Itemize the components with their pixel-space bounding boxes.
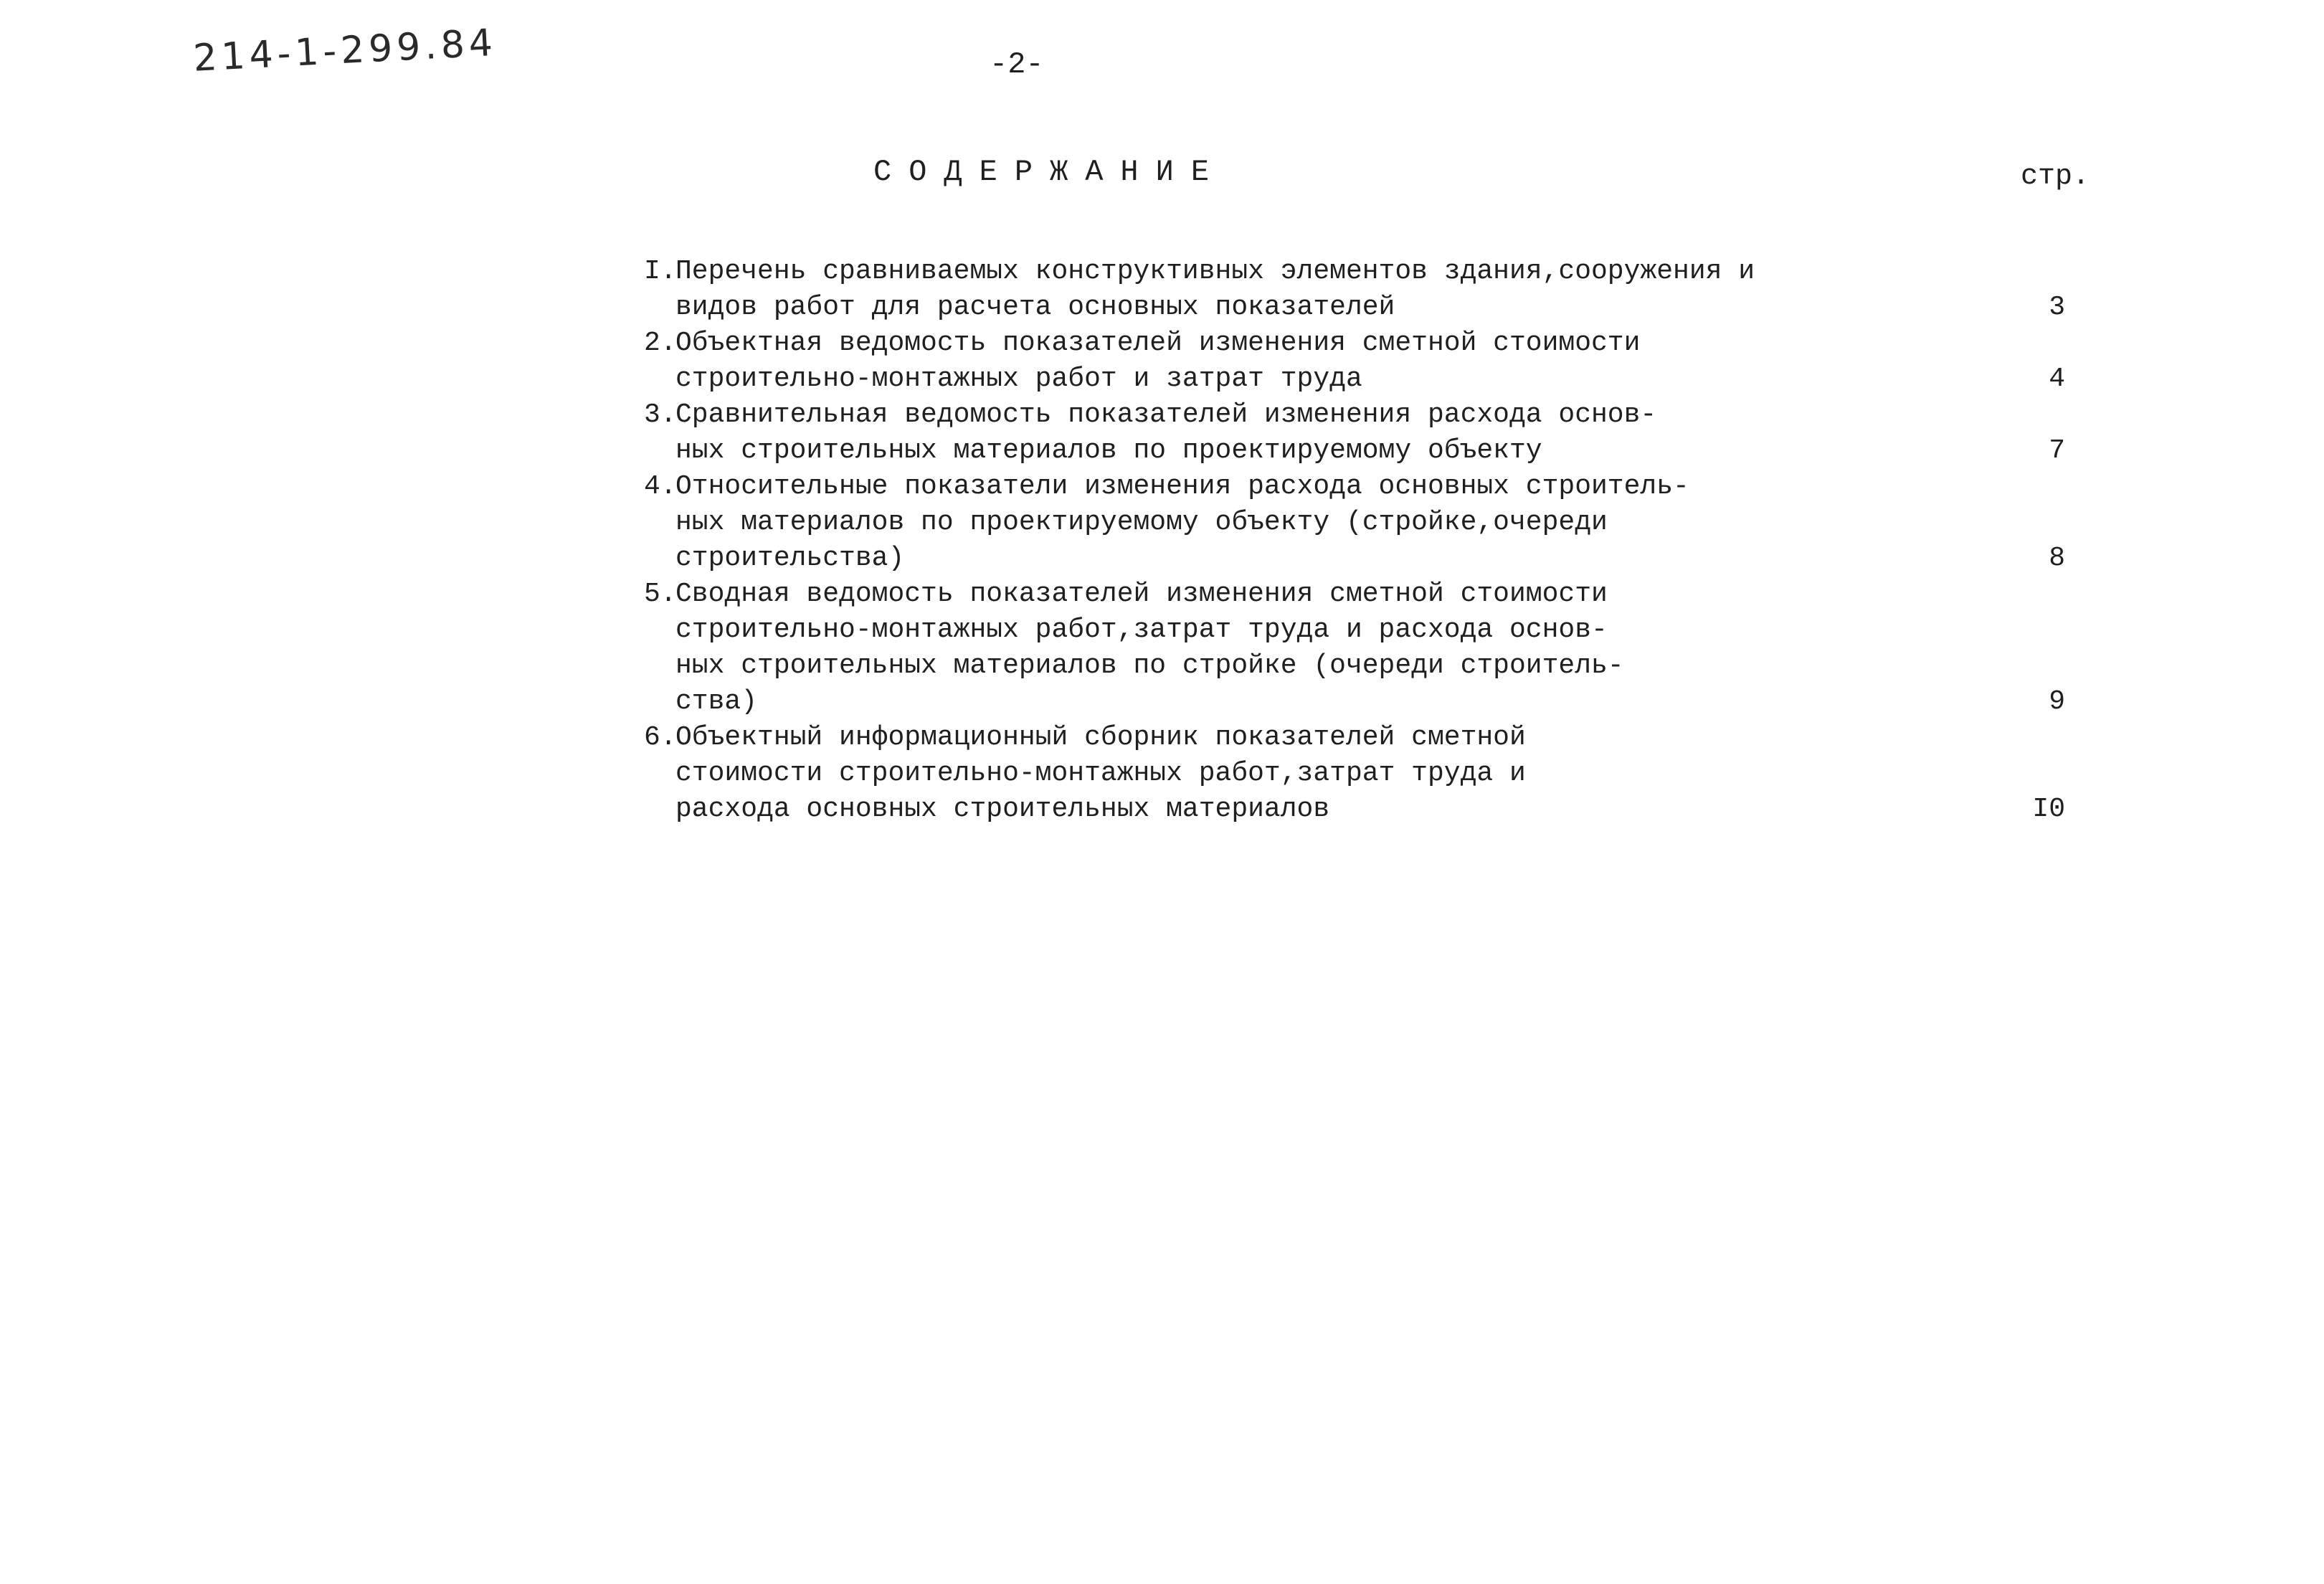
toc-entry-text: видов работ для расчета основных показателей — [675, 292, 1395, 323]
toc-entry-text: ства) — [675, 686, 758, 717]
toc-entry-text: Перечень сравниваемых конструктивных элементов здания,сооружения и — [675, 256, 1755, 287]
toc-entry-page: 9 — [2049, 686, 2065, 717]
toc-entry-text: ных строительных материалов по стройке (очереди строитель- — [675, 650, 1624, 681]
toc-entry-number: 6. — [644, 722, 677, 753]
toc-entry-text: Объектный информационный сборник показателей сметной — [675, 722, 1526, 753]
toc-entry-number: 2. — [644, 328, 677, 359]
toc-entry-number: 4. — [644, 471, 677, 502]
toc-entry-number: 5. — [644, 579, 677, 610]
toc-entry-text: строительно-монтажных работ и затрат труда — [675, 364, 1362, 394]
toc-entry-text: Сравнительная ведомость показателей изменения расхода основ- — [675, 399, 1657, 430]
toc-title: СОДЕРЖАНИЕ — [873, 155, 1227, 189]
toc-entry-text: строительно-монтажных работ,затрат труда и расхода основ- — [675, 615, 1608, 645]
toc-entry-page: 4 — [2049, 364, 2065, 394]
toc-entry-text: строительства) — [675, 543, 905, 574]
toc-entry-number: I. — [644, 256, 677, 287]
toc-entry-text: ных строительных материалов по проектируемому объекту — [675, 435, 1542, 466]
toc-entry-page: 3 — [2049, 292, 2065, 323]
toc-entry-text: Относительные показатели изменения расхода основных строитель- — [675, 471, 1689, 502]
toc-entry-text: Объектная ведомость показателей изменения сметной стоимости — [675, 328, 1641, 359]
toc-entry-number: 3. — [644, 399, 677, 430]
page-number: -2- — [990, 47, 1044, 82]
page-column-label: стр. — [2021, 161, 2090, 193]
toc-entry-text: ных материалов по проектируемому объекту (стройке,очереди — [675, 507, 1608, 538]
toc-entry-text: стоимости строительно-монтажных работ,затрат труда и — [675, 758, 1526, 789]
toc-entry-page: 8 — [2049, 543, 2065, 574]
toc-entry-text: расхода основных строительных материалов — [675, 794, 1330, 825]
document-code: 214-1-299.84 — [192, 21, 498, 80]
toc-entry-page: 7 — [2049, 435, 2065, 466]
toc-entry-text: Сводная ведомость показателей изменения сметной стоимости — [675, 579, 1608, 610]
toc-entry-page: I0 — [2032, 794, 2065, 825]
